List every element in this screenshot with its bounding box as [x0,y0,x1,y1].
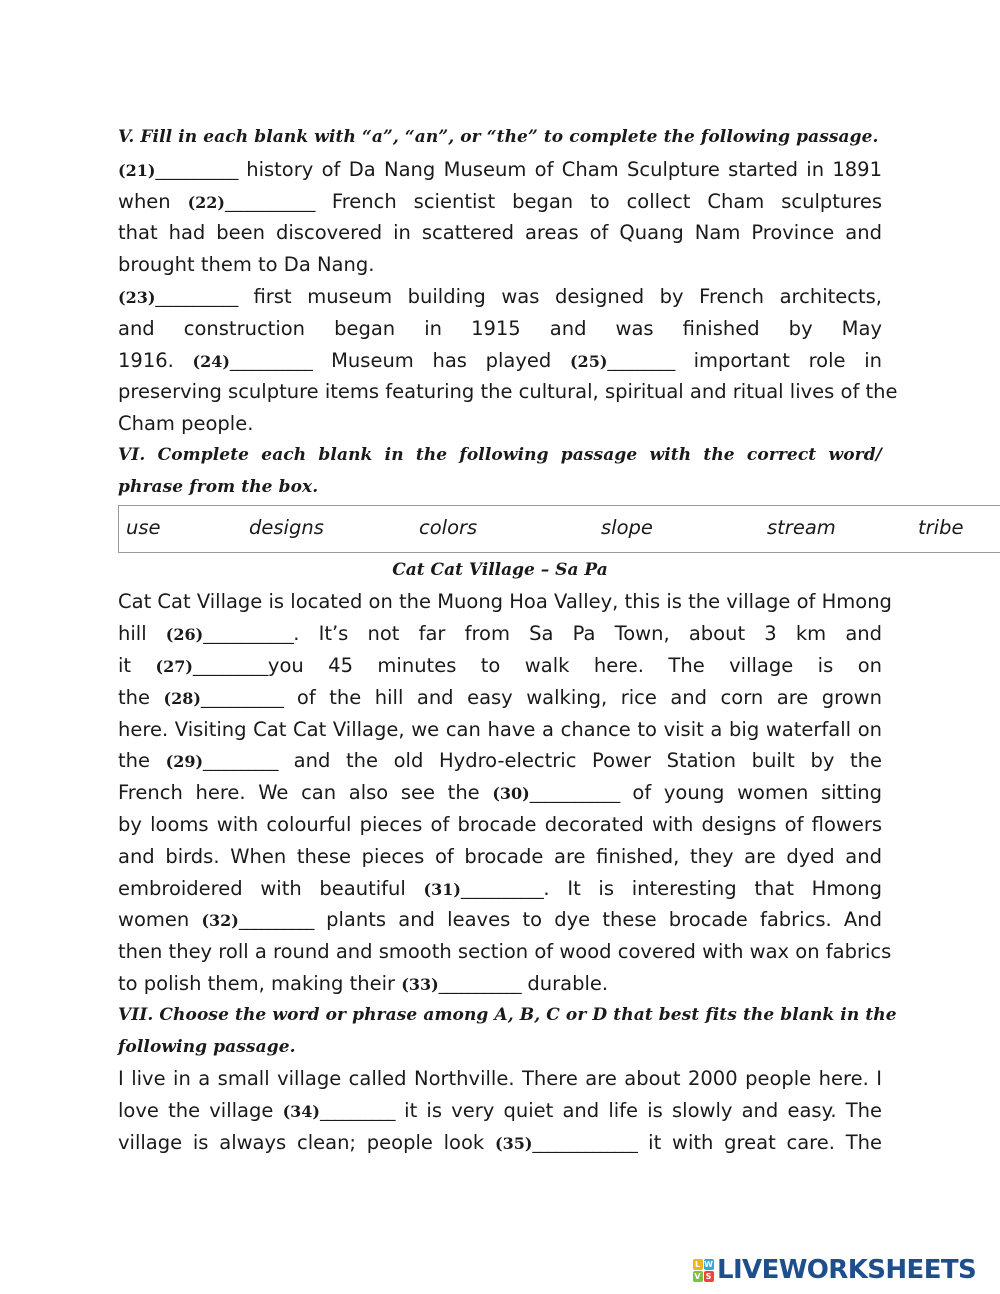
logo-mark-cell: S [704,1271,714,1282]
answer-blank-27[interactable]: __________ [192,656,268,676]
passage-line: Cham people. [118,412,254,436]
answer-blank-23[interactable]: ___________ [155,287,238,307]
passage-line: by looms with colourful pieces of brocade decorated with designs of flowers [118,812,882,836]
passage-line: (21)___________ history of Da Nang Museum of Cham Sculpture started in 1891 [118,157,882,181]
question-number-29: (29) [165,752,204,772]
question-number-23: (23) [118,287,156,307]
word-box-item: use [126,515,161,539]
passage-line: hill (26)____________. It’s not far from Sa Pa Town, about 3 km and [118,622,883,646]
word-box-item: designs [249,515,324,539]
answer-blank-22[interactable]: ____________ [225,192,315,212]
answer-blank-25[interactable]: _________ [607,351,675,371]
question-number-33: (33) [401,974,439,994]
answer-blank-33[interactable]: ___________ [438,974,522,994]
section-7-heading: VII. Choose the word or phrase among A, B, C or D that best fits the blank in the [118,1004,897,1025]
question-number-34: (34) [282,1102,320,1122]
passage-line: to polish them, making their (33)___________ durable. [118,971,609,995]
logo-mark-cell: W [704,1259,713,1269]
passage-line: French here. We can also see the (30)____________ of young women sitting [118,781,882,805]
passage-line: embroidered with beautiful (31)___________. It is interesting that Hmong [118,876,882,900]
question-number-24: (24) [192,351,230,371]
passage-line: 1916. (24)___________ Museum has played (25)_________ important role in [118,348,882,372]
answer-blank-24[interactable]: ___________ [229,351,313,371]
question-number-28: (28) [163,688,201,708]
answer-blank-32[interactable]: __________ [238,911,314,931]
answer-blank-35[interactable]: ______________ [532,1133,638,1153]
word-box-item: stream [767,515,836,539]
passage-line: (23)___________ first museum building was designed by French architects, [118,284,882,308]
passage-line: brought them to Da Nang. [118,253,375,277]
passage-line: love the village (34)__________ it is very quiet and life is slowly and easy. The [118,1099,882,1123]
answer-blank-34[interactable]: __________ [319,1102,395,1122]
logo-text: LIVEWORKSHEETS [717,1255,977,1285]
answer-blank-29[interactable]: __________ [203,752,279,772]
liveworksheets-mark-icon [692,1258,714,1282]
liveworksheets-logo[interactable] [692,1254,976,1286]
answer-blank-26[interactable]: ____________ [203,625,294,645]
logo-mark-cell: V [694,1271,701,1281]
passage-line: that had been discovered in scattered areas of Quang Nam Province and [118,221,882,245]
section-7-heading-cont: following passage. [118,1036,296,1057]
word-box-item: colors [419,515,478,539]
passage-line: when (22)____________ French scientist began to collect Cham sculptures [118,189,882,213]
question-number-30: (30) [492,784,530,804]
passage-line: then they roll a round and smooth section of wood covered with wax on fabrics [118,940,892,964]
passage-title: Cat Cat Village – Sa Pa [392,559,608,580]
question-number-25: (25) [569,351,608,371]
passage-line: the (29)__________ and the old Hydro-electric Power Station built by the [118,749,882,773]
word-box [118,505,1000,553]
passage-line: village is always clean; people look (35)______________ it with great care. The [118,1130,882,1154]
question-number-26: (26) [165,625,204,645]
answer-blank-31[interactable]: ___________ [460,879,544,899]
passage-line: here. Visiting Cat Cat Village, we can have a chance to visit a big waterfall on [118,717,882,741]
section-6-heading-cont: phrase from the box. [118,476,319,497]
passage-line: and birds. When these pieces of brocade are finished, they are dyed and [118,844,882,868]
word-box-item: slope [601,515,653,539]
logo-mark-cell: L [693,1259,703,1270]
question-number-35: (35) [495,1133,533,1153]
worksheet-page [118,122,964,1159]
passage-line: preserving sculpture items featuring the cultural, spiritual and ritual lives of the [118,380,898,404]
question-number-31: (31) [423,879,461,899]
answer-blank-28[interactable]: ___________ [200,688,284,708]
passage-line: women (32)__________ plants and leaves to dye these brocade fabrics. And [118,908,882,932]
answer-blank-21[interactable]: ___________ [155,160,238,180]
question-number-27: (27) [155,656,193,676]
section-5-heading: V. Fill in each blank with “a”, “an”, or “the” to complete the following passage. [118,127,879,147]
passage-line: and construction began in 1915 and was finished by May [118,316,882,340]
passage-line: it (27)__________you 45 minutes to walk here. The village is on [118,653,882,677]
passage-line: the (28)___________ of the hill and easy walking, rice and corn are grown [118,685,882,709]
word-box-item: tribe [918,515,964,539]
question-number-21: (21) [118,160,156,180]
section-6-heading: VI. Complete each blank in the following passage with the correct word/ [118,444,882,465]
passage-line: Cat Cat Village is located on the Muong Hoa Valley, this is the village of Hmong [118,590,892,614]
question-number-22: (22) [187,192,225,212]
question-number-32: (32) [201,911,239,931]
passage-line: I live in a small village called Northville. There are about 2000 people here. I [118,1067,882,1091]
answer-blank-30[interactable]: ____________ [529,784,620,804]
